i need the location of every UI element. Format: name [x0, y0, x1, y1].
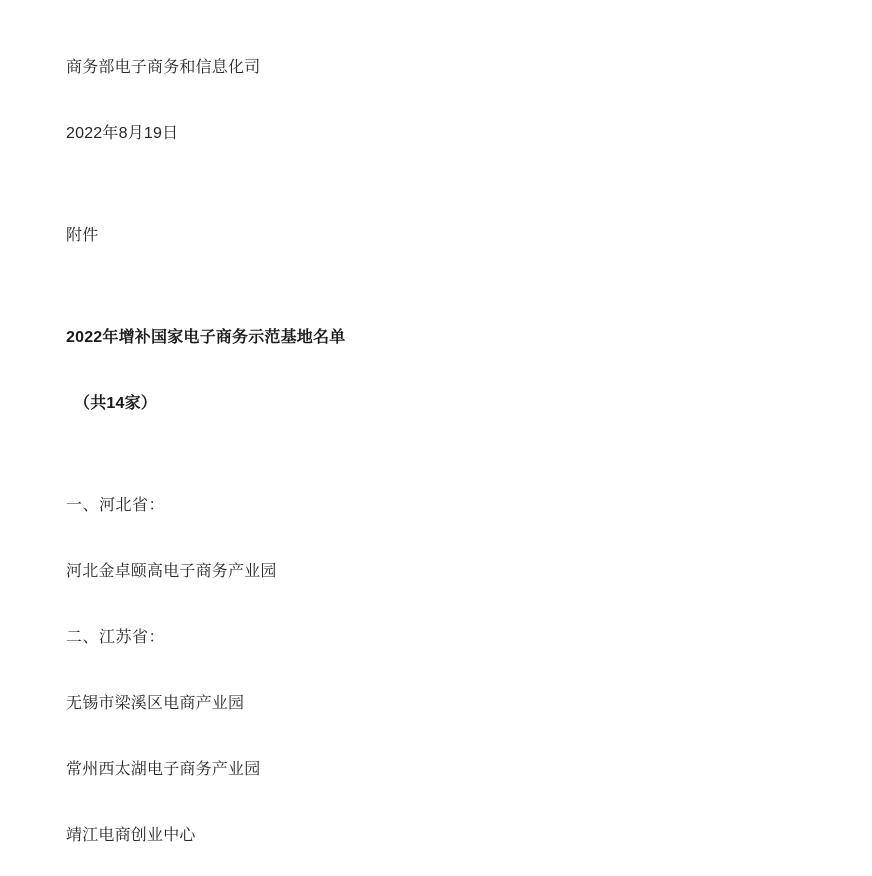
spacer-before-sections [66, 416, 806, 494]
list-item: 河北金卓颐高电子商务产业园 [66, 563, 277, 580]
list-item: 靖江电商创业中心 [66, 827, 196, 844]
list-item: 无锡市梁溪区电商产业园 [66, 695, 245, 712]
list-item: 常州西太湖电子商务产业园 [66, 761, 261, 778]
section-title-hebei: 一、河北省： [66, 497, 166, 514]
spacer-hebei [66, 518, 806, 560]
spacer-jiangsu-1 [66, 716, 806, 758]
spacer-before-subtitle [66, 350, 806, 392]
spacer-before-attachment [66, 146, 806, 224]
document-body [66, 0, 806, 848]
attachment-subtitle: （共14家） [74, 395, 157, 412]
attachment-label: 附件 [66, 227, 99, 244]
spacer-jiangsu-2 [66, 782, 806, 824]
issuer-line: 商务部电子商务和信息化司 [66, 59, 261, 76]
spacer-jiangsu [66, 650, 806, 692]
date-line: 2022年8月19日 [66, 125, 179, 142]
attachment-title: 2022年增补国家电子商务示范基地名单 [66, 329, 346, 346]
section-title-jiangsu: 二、江苏省： [66, 629, 166, 646]
spacer-after-hebei-items [66, 584, 806, 626]
spacer-after-issuer [66, 80, 806, 122]
spacer-before-title [66, 248, 806, 326]
